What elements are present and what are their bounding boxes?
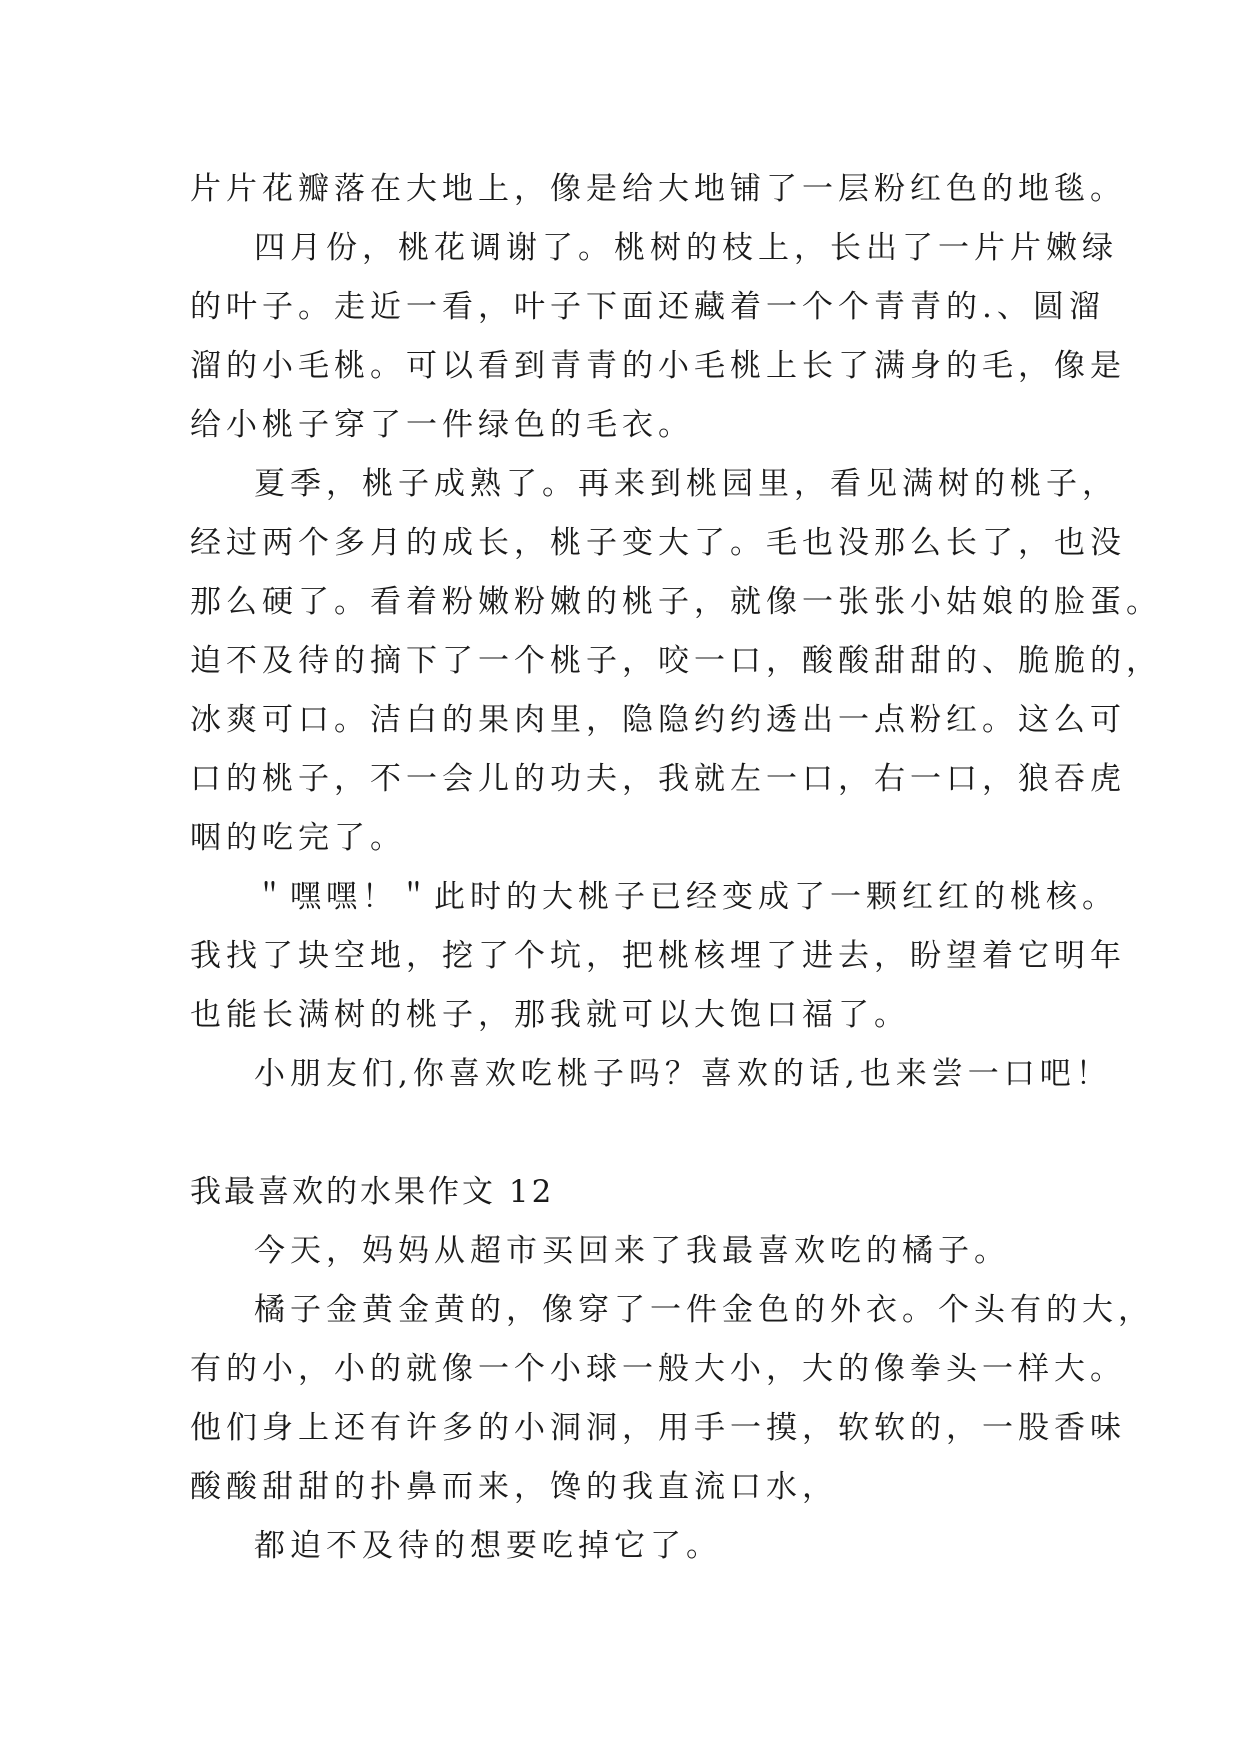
document-body <box>190 160 1162 1576</box>
text-line: 四月份，桃花调谢了。桃树的枝上，长出了一片片嫩绿 <box>254 230 1118 266</box>
text-line: 橘子金黄金黄的，像穿了一件金色的外衣。个头有的大， <box>254 1292 1154 1328</box>
text-line: 片片花瓣落在大地上，像是给大地铺了一层粉红色的地毯。 <box>190 171 1126 207</box>
text-line: 那么硬了。看着粉嫩粉嫩的桃子，就像一张张小姑娘的脸蛋。 <box>190 584 1162 620</box>
text-line: 都迫不及待的想要吃掉它了。 <box>254 1528 722 1564</box>
text-line: 酸酸甜甜的扑鼻而来，馋的我直流口水， <box>190 1469 838 1505</box>
text-line: 我找了块空地，挖了个坑，把桃核埋了进去，盼望着它明年 <box>190 938 1126 974</box>
section-gap <box>190 1104 1070 1163</box>
text-line: 口的桃子，不一会儿的功夫，我就左一口，右一口，狼吞虎 <box>190 761 1126 797</box>
text-line: 的叶子。走近一看，叶子下面还藏着一个个青青的.、圆溜 <box>190 289 1105 325</box>
text-line: ＂嘿嘿！＂此时的大桃子已经变成了一颗红红的桃核。 <box>254 879 1118 915</box>
text-line: 也能长满树的桃子，那我就可以大饱口福了。 <box>190 997 910 1033</box>
text-line: 咽的吃完了。 <box>190 820 406 856</box>
text-line: 有的小，小的就像一个小球一般大小，大的像拳头一样大。 <box>190 1351 1126 1387</box>
text-line: 今天，妈妈从超市买回来了我最喜欢吃的橘子。 <box>254 1233 1010 1269</box>
section-heading: 我最喜欢的水果作文 12 <box>190 1174 555 1210</box>
text-line: 冰爽可口。洁白的果肉里，隐隐约约透出一点粉红。这么可 <box>190 702 1126 738</box>
text-line: 溜的小毛桃。可以看到青青的小毛桃上长了满身的毛，像是 <box>190 348 1126 384</box>
text-line: 他们身上还有许多的小洞洞，用手一摸，软软的，一股香味 <box>190 1410 1126 1446</box>
text-line: 经过两个多月的成长，桃子变大了。毛也没那么长了，也没 <box>190 525 1126 561</box>
text-line: 迫不及待的摘下了一个桃子，咬一口，酸酸甜甜的、脆脆的， <box>190 643 1162 679</box>
text-line: 小朋友们,你喜欢吃桃子吗？喜欢的话,也来尝一口吧！ <box>254 1056 1112 1092</box>
text-line: 给小桃子穿了一件绿色的毛衣。 <box>190 407 694 443</box>
text-line: 夏季，桃子成熟了。再来到桃园里，看见满树的桃子， <box>254 466 1118 502</box>
